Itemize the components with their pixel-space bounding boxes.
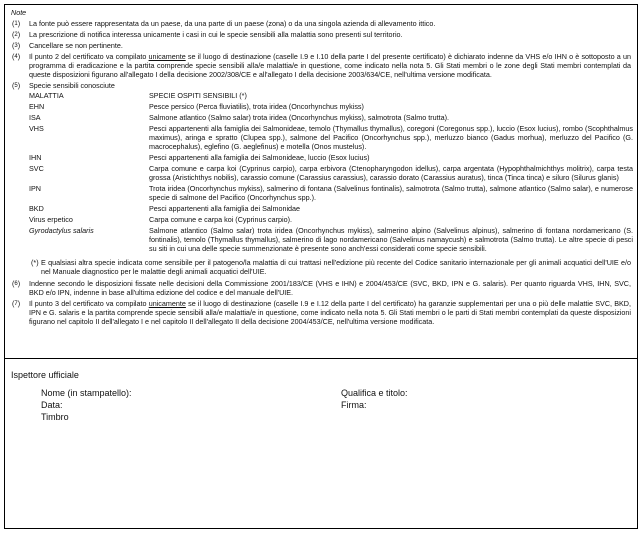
- host-cell: Carpa comune e carpa koi (Cyprinus carpio), carpa erbivora (Ctenopharyngodon idellus), carpa argentata (Hypophthalmichthys molitrix), carpa testa grossa (Aristichthys nobilis), carassio comune (Carassius carassius), carassio dorato (Carassius auratus), tinca (Tinca tinca) e siluro (Silurus glanis): [149, 164, 633, 182]
- footnote-7-number: ($^7$): [12, 299, 21, 308]
- footnote-4-text-post: se il luogo di destinazione (caselle I.9 e I.10 della parte I del presente certificato) è dichiarato indenne da VHS e/o IHN o è sottoposto a un programma di eradicazione e la partita comprende specie sensibili alla/e malattia/e in questione, come indicato nella nota 5. Gli Stati membri o le zone degli Stati membri contemplati da queste disposizioni figurano all'allegato I della decisione 2002/308/CE e all'allegato I della decisione 2003/634/CE, nell'ultima versione modificata.: [29, 52, 631, 79]
- table-row: [29, 204, 633, 215]
- footnote-7: [11, 299, 631, 326]
- host-cell: Pesce persico (Perca fluviatilis), trota iridea (Oncorhynchus mykiss): [149, 102, 364, 111]
- disease-cell: SVC: [29, 164, 44, 173]
- inspector-row-1: [11, 387, 643, 399]
- host-cell: Salmone atlantico (Salmo salar) trota iridea (Oncorhynchus mykiss), salmotrota (Salmo trutta).: [149, 113, 449, 122]
- table-row: [29, 184, 633, 204]
- disease-cell: IHN: [29, 153, 42, 162]
- footnote-6-number: ($^6$): [12, 279, 21, 288]
- footnote-6: [11, 279, 631, 297]
- inspector-row-3: [11, 411, 643, 423]
- disease-cell: ISA: [29, 113, 41, 122]
- notes-heading: Note: [11, 8, 27, 17]
- footnote-1-number: ($^1$): [12, 19, 21, 28]
- inspector-section: [5, 361, 643, 427]
- host-cell: Pesci appartenenti alla famiglia dei Salmonideae, temolo (Thymallus thymallus), coregoni (Coregonus spp.), luccio (Esox lucius), rombo (Scophthalmus maximus), aringa e spratto (Clupea spp.), salmone del Pacifico (Oncorhynchus spp.), merluzzo bianco (Gadus morhua), merluzzo del Pacifico (G. macrocephalus), eglefino (G. aeglefinus) e motella (Onos mustelus).: [149, 124, 633, 151]
- footnote-3: [11, 41, 631, 50]
- table-row: [29, 113, 633, 124]
- footnote-7-text-pre: Il punto 3 del certificato va compilato: [29, 299, 149, 308]
- asterisk-mark: (*): [31, 258, 39, 267]
- table-row: [29, 153, 633, 164]
- table-row: [29, 226, 633, 255]
- footnote-1: [11, 19, 631, 28]
- footnote-2: [11, 30, 631, 39]
- footnote-4-number: ($^4$): [12, 52, 21, 61]
- inspector-title: Ispettore ufficiale: [11, 370, 79, 380]
- name-label: Nome (in stampatello):: [41, 388, 132, 398]
- species-table-header: [29, 91, 633, 102]
- qualification-label: Qualifica e titolo:: [341, 388, 408, 398]
- disease-cell: BKD: [29, 204, 44, 213]
- inspector-fields: [11, 387, 643, 423]
- footnote-4-text-pre: Il punto 2 del certificato va compilato: [29, 52, 149, 61]
- table-row: [29, 102, 633, 113]
- signature-label: Firma:: [341, 400, 367, 410]
- footnote-7-underline: unicamente: [148, 299, 186, 308]
- disease-cell: VHS: [29, 124, 44, 133]
- footnote-3-number: ($^3$): [12, 41, 21, 50]
- species-table: [29, 91, 633, 255]
- asterisk-note-text: E qualsiasi altra specie indicata come sensibile per il patogeno/la malattia di cui trattasi nell'edizione più recente del Codice sanitario internazionale per gli animali acquatici dell'UIE e/o nel Manuale diagnostico per le malattie degli animali acquatici dell'UIE.: [41, 258, 631, 276]
- disease-cell: Gyrodactylus salaris: [29, 226, 94, 235]
- disease-cell: Virus erpetico: [29, 215, 73, 224]
- disease-cell: EHN: [29, 102, 45, 111]
- table-row: [29, 215, 633, 226]
- footnote-5-text: Specie sensibili conosciute: [29, 81, 115, 90]
- footnote-6-text: Indenne secondo le disposizioni fissate nelle decisioni della Commissione 2001/183/CE (VHS e IHN) e 2004/453/CE (SVC, BKD, IPN e G. salaris). Per quanto riguarda VHS, IHN, SVC, BKD e/o IPN, indenne in base all'ultima edizione del codice e del manuale dell'UIE.: [29, 279, 631, 297]
- host-cell: Trota iridea (Oncorhynchus mykiss), salmerino di fontana (Salvelinus fontinalis), salmotrota (Salmo trutta), salmone atlantico (Salmo salar), e numerose specie di salmone del Pacifico (Oncorhynchus spp.).: [149, 184, 633, 202]
- footnote-5: [11, 81, 631, 90]
- footnote-1-text: La fonte può essere rappresentata da un paese, da una parte di un paese (zona) o da una singola azienda di allevamento ittico.: [29, 19, 436, 28]
- certificate-frame: [4, 4, 638, 529]
- footnote-4: [11, 52, 631, 79]
- footnote-2-number: ($^2$): [12, 30, 21, 39]
- host-cell: Pesci appartenenti alla famiglia dei Salmonideae, luccio (Esox lucius): [149, 153, 370, 162]
- host-cell: Pesci appartenenti alla famiglia dei Salmonidae: [149, 204, 301, 213]
- footnote-5-number: ($^5$): [12, 81, 21, 90]
- table-row: [29, 164, 633, 184]
- asterisk-note: [11, 258, 631, 276]
- header-host: SPECIE OSPITI SENSIBILI (*): [149, 91, 247, 100]
- table-row: [29, 124, 633, 153]
- host-cell: Salmone atlantico (Salmo salar) trota iridea (Oncorhynchus mykiss), salmerino alpino (Salvelinus alpinus), salmerino di fontana nordamericano (S. fontinalis), temolo (Thymallus thymallus), salmerino di lago nordamericano (Salvelinus namaycush) e salmotrota (Salmo trutta). Le altre specie di pesci su siti in cui una delle specie summenzionate è presente sono anch'essi considerati come specie sensibili.: [149, 226, 633, 253]
- stamp-label: Timbro: [41, 412, 69, 422]
- footnote-2-text: La prescrizione di notifica interessa unicamente i casi in cui le specie sensibili alla malattia sono presenti sul territorio.: [29, 30, 403, 39]
- header-disease: MALATTIA: [29, 91, 64, 100]
- footnote-4-underline: unicamente: [148, 52, 186, 61]
- footnote-7-text-post: se il luogo di destinazione (caselle I.9 e I.12 della parte I del certificato) ha garanzie supplementari per una o più delle malattie SVC, BKD, IPN e G. salaris e la partita comprende specie sensibili alla/e malattia/e in questione, come indicato nella nota 5. Gli Stati membri o le parti di Stati membri contemplati da queste disposizioni figurano nel capitolo II dell'allegato I e nel capitolo II dell'allegato II della decisione 2004/453/CE, nell'ultima versione modificata.: [29, 299, 631, 326]
- notes-section: [5, 5, 637, 359]
- disease-cell: IPN: [29, 184, 41, 193]
- date-label: Data:: [41, 400, 63, 410]
- host-cell: Carpa comune e carpa koi (Cyprinus carpio).: [149, 215, 293, 224]
- inspector-row-2: [11, 399, 643, 411]
- footnote-3-text: Cancellare se non pertinente.: [29, 41, 123, 50]
